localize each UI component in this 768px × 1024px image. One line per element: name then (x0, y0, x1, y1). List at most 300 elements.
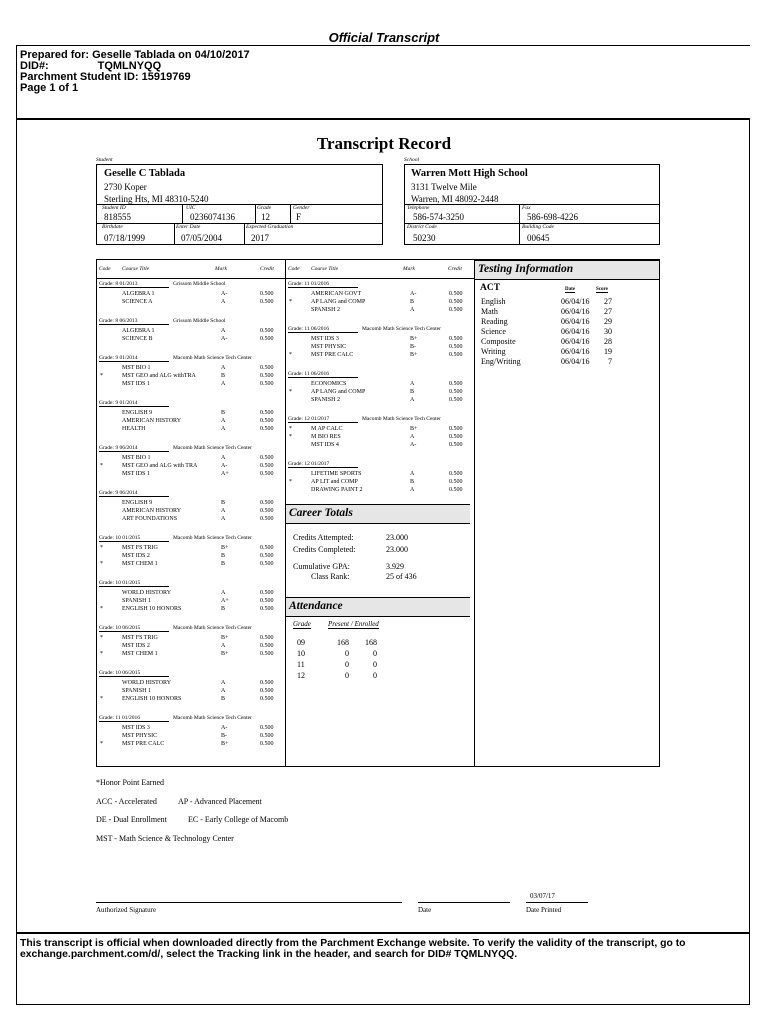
course-mark: B (221, 410, 226, 416)
grade-label: Grade (257, 205, 272, 211)
course-credit: 0.500 (449, 389, 463, 395)
grade-value: 12 (261, 212, 270, 222)
honor-flag: * (100, 463, 103, 469)
act-date-header: Date (565, 287, 575, 292)
student-name: Geselle C Tablada (104, 168, 186, 179)
parchment-id-line: Parchment Student ID: 15919769 (20, 71, 191, 83)
course-row (97, 425, 285, 433)
frame-right-rule (749, 118, 750, 1005)
term-school: Macomb Math Science Tech Center (173, 715, 252, 721)
honor-flag: * (100, 545, 103, 551)
course-mark: A (410, 397, 415, 403)
credits-attempted-value: 23.000 (386, 533, 408, 542)
course-mark: A- (410, 291, 417, 297)
course-mark: B (410, 299, 415, 305)
course-mark: A (221, 455, 226, 461)
left-course-column (97, 260, 285, 766)
course-row (97, 364, 285, 372)
school-label: School (404, 157, 419, 163)
birthdate-value: 07/18/1999 (104, 233, 146, 243)
course-credit: 0.500 (260, 463, 274, 469)
course-title: MST BIO 1 (122, 365, 151, 371)
honor-flag: * (289, 299, 292, 305)
term-label: Grade: 9 06/2014 (99, 445, 169, 452)
ap-legend: AP - Advanced Placement (178, 797, 262, 806)
course-credit: 0.500 (260, 455, 274, 461)
course-credit: 0.500 (449, 479, 463, 485)
de-legend: DE - Dual Enrollment (96, 815, 167, 824)
header-rule (16, 45, 750, 46)
course-title: M AP CALC (311, 426, 343, 432)
student-divider-2 (255, 204, 256, 223)
course-mark: A+ (221, 598, 229, 604)
course-mark: A (221, 643, 226, 649)
course-row (286, 306, 474, 314)
term-school: Macomb Math Science Tech Center (173, 445, 252, 451)
course-row (286, 351, 474, 359)
district-code-value: 50230 (413, 233, 436, 243)
uic-label: UIC (186, 205, 196, 211)
course-credit: 0.500 (449, 397, 463, 403)
course-credit: 0.500 (260, 553, 274, 559)
course-row (286, 470, 474, 478)
course-mark: A (221, 590, 226, 596)
course-title: MST FS TRIG (122, 545, 158, 551)
attendance-present: 0 (345, 671, 349, 680)
acc-legend: ACC - Accelerated (96, 797, 157, 806)
course-mark: A- (221, 291, 228, 297)
course-credit: 0.500 (260, 373, 274, 379)
course-row (286, 486, 474, 494)
school-box (404, 164, 660, 245)
course-row (97, 327, 285, 335)
student-rule-2 (97, 223, 382, 224)
term-header (99, 355, 252, 362)
attendance-present: 0 (345, 660, 349, 669)
course-mark: B+ (410, 426, 418, 432)
course-row (97, 290, 285, 298)
course-title: ALGEBRA 1 (122, 291, 155, 297)
course-mark: B- (410, 344, 416, 350)
prepared-for-line: Prepared for: Geselle Tablada on 04/10/2017 (20, 49, 250, 61)
act-score: 29 (604, 317, 612, 326)
school-address-1: 3131 Twelve Mile (411, 182, 477, 192)
honor-flag: * (100, 606, 103, 612)
term-header (99, 318, 226, 325)
course-title: ALGEBRA 1 (122, 328, 155, 334)
telephone-label: Telephone (407, 205, 430, 211)
term-header (99, 445, 252, 452)
act-score: 7 (608, 357, 612, 366)
term-header (288, 281, 358, 288)
building-code-label: Building Code (522, 224, 554, 230)
course-mark: A- (410, 442, 417, 448)
term-header (99, 400, 169, 407)
credits-completed-value: 23.000 (386, 545, 408, 554)
student-divider-3 (290, 204, 291, 223)
course-credit: 0.500 (449, 299, 463, 305)
attendance-grade: 11 (297, 660, 305, 669)
course-credit: 0.500 (449, 487, 463, 493)
course-row (97, 634, 285, 642)
attendance-enrolled: 0 (373, 660, 377, 669)
course-credit: 0.500 (260, 590, 274, 596)
course-mark: A (221, 688, 226, 694)
fax-label: Fax (522, 205, 531, 211)
term-header (99, 715, 252, 722)
expected-graduation-value: 2017 (251, 233, 269, 243)
attendance-enrolled: 0 (373, 649, 377, 658)
act-date: 06/04/16 (561, 297, 590, 306)
course-credit: 0.500 (260, 643, 274, 649)
course-title: ENGLISH 9 (122, 500, 153, 506)
course-title: SCIENCE B (122, 336, 153, 342)
attendance-enrolled: 168 (365, 638, 377, 647)
act-score: 28 (604, 337, 612, 346)
right-title-header: Course Title (311, 266, 339, 272)
course-mark: B- (221, 733, 227, 739)
fax-value: 586-698-4226 (527, 212, 578, 222)
course-mark: A (410, 487, 415, 493)
term-label: Grade: 11 06/2016 (288, 371, 358, 378)
course-row (97, 605, 285, 613)
course-row (286, 343, 474, 351)
course-title: SPANISH 1 (122, 598, 151, 604)
course-row (97, 544, 285, 552)
course-mark: B+ (410, 336, 418, 342)
honor-flag: * (100, 741, 103, 747)
honor-flag: * (100, 651, 103, 657)
course-credit: 0.500 (449, 471, 463, 477)
course-credit: 0.500 (260, 688, 274, 694)
act-date: 06/04/16 (561, 357, 590, 366)
act-date: 06/04/16 (561, 307, 590, 316)
course-credit: 0.500 (449, 442, 463, 448)
date-label: Date (418, 906, 432, 914)
course-row (286, 298, 474, 306)
course-mark: A (221, 508, 226, 514)
course-credit: 0.500 (260, 418, 274, 424)
course-row (97, 298, 285, 306)
course-row (97, 515, 285, 523)
student-divider-5 (244, 223, 245, 244)
enter-date-value: 07/05/2004 (181, 233, 223, 243)
course-row (286, 425, 474, 433)
cumulative-gpa-value: 3.929 (386, 562, 404, 571)
course-row (97, 589, 285, 597)
course-row (97, 687, 285, 695)
enter-date-label: Enter Date (176, 224, 201, 230)
verification-footer: This transcript is official when downloaded directly from the Parchment Exchange website. To verify the validity of the transcript, go to exchange.parchment.com/d/, select the Tracking link in the header, and search for DID# TQMLNYQQ. (20, 938, 686, 960)
course-mark: B+ (221, 651, 229, 657)
course-row (97, 695, 285, 703)
term-header (288, 371, 358, 378)
course-title: ENGLISH 10 HONORS (122, 606, 182, 612)
term-header (99, 580, 169, 587)
school-address-2: Warren, MI 48092-2448 (411, 194, 499, 204)
course-title: MST PRE CALC (122, 741, 165, 747)
course-credit: 0.500 (449, 426, 463, 432)
course-row (97, 470, 285, 478)
credits-completed-label: Credits Completed: (293, 545, 356, 554)
cumulative-gpa-label: Cumulative GPA: (293, 562, 350, 571)
term-label: Grade: 8 01/2013 (99, 281, 169, 288)
student-box (96, 164, 383, 245)
term-school: Grissom Middle School (173, 281, 226, 287)
term-label: Grade: 10 01/2015 (99, 580, 169, 587)
gender-value: F (296, 212, 302, 222)
course-credit: 0.500 (260, 365, 274, 371)
act-subject: English (481, 297, 506, 306)
act-subject: Math (481, 307, 498, 316)
course-row (97, 409, 285, 417)
course-credit: 0.500 (260, 500, 274, 506)
term-label: Grade: 11 01/2016 (99, 715, 169, 722)
right-credit-header: Credit (448, 266, 462, 272)
course-title: LIFETIME SPORTS (311, 471, 362, 477)
course-title: MST IDS 2 (122, 553, 150, 559)
course-mark: A (410, 381, 415, 387)
course-title: MST IDS 1 (122, 381, 150, 387)
course-credit: 0.500 (449, 352, 463, 358)
career-header-bar (286, 504, 470, 524)
course-title: WORLD HISTORY (122, 590, 172, 596)
course-row (286, 396, 474, 404)
course-credit: 0.500 (260, 651, 274, 657)
term-header (99, 281, 226, 288)
course-row (97, 372, 285, 380)
course-mark: A (221, 381, 226, 387)
course-credit: 0.500 (260, 696, 274, 702)
course-title: ENGLISH 9 (122, 410, 153, 416)
attendance-enrolled: 0 (373, 671, 377, 680)
course-title: WORLD HISTORY (122, 680, 172, 686)
course-title: AMERICAN HISTORY (122, 418, 182, 424)
course-mark: B (221, 696, 226, 702)
attendance-title: Attendance (289, 600, 343, 612)
course-row (97, 732, 285, 740)
course-mark: B+ (221, 741, 229, 747)
course-mark: B (410, 389, 415, 395)
term-label: Grade: 9 06/2014 (99, 490, 169, 497)
course-row (97, 417, 285, 425)
term-label: Grade: 10 06/2015 (99, 670, 169, 677)
honor-flag: * (100, 635, 103, 641)
honor-flag: * (289, 479, 292, 485)
course-row (97, 679, 285, 687)
course-title: ENGLISH 10 HONORS (122, 696, 182, 702)
expected-graduation-label: Expected Graduation (246, 224, 294, 230)
course-mark: A- (221, 336, 228, 342)
course-credit: 0.500 (260, 606, 274, 612)
course-title: MST CHEM 1 (122, 651, 158, 657)
course-mark: A (221, 516, 226, 522)
frame-top-rule (16, 118, 750, 120)
birthdate-label: Birthdate (102, 224, 123, 230)
course-title: DRAWING PAINT 2 (311, 487, 363, 493)
term-label: Grade: 9 01/2014 (99, 355, 169, 362)
course-title: SPANISH 2 (311, 397, 340, 403)
course-title: SPANISH 1 (122, 688, 151, 694)
date-line (418, 902, 510, 903)
date-printed-line (526, 902, 588, 903)
term-header (288, 461, 358, 468)
course-title: MST IDS 4 (311, 442, 339, 448)
class-rank-label: Class Rank: (311, 572, 350, 581)
course-mark: A (221, 418, 226, 424)
term-school: Macomb Math Science Tech Center (362, 416, 441, 422)
student-id-label: Student ID (102, 205, 126, 211)
term-label: Grade: 10 01/2015 (99, 535, 169, 542)
term-header (99, 625, 252, 632)
course-row (97, 597, 285, 605)
mst-legend: MST - Math Science & Technology Center (96, 834, 234, 843)
frame-left-rule (16, 45, 17, 1005)
left-credit-header: Credit (260, 266, 274, 272)
left-title-header: Course Title (122, 266, 150, 272)
act-score-header: Score (596, 287, 608, 292)
course-row (286, 290, 474, 298)
course-title: SPANISH 2 (311, 307, 340, 313)
right-code-header: Code (288, 266, 300, 272)
career-title: Career Totals (289, 507, 353, 519)
term-school: Macomb Math Science Tech Center (173, 625, 252, 631)
course-title: MST PRE CALC (311, 352, 354, 358)
act-subject: Writing (481, 347, 506, 356)
act-date: 06/04/16 (561, 347, 590, 356)
course-mark: A (221, 328, 226, 334)
student-rule-1 (97, 204, 382, 205)
course-credit: 0.500 (260, 508, 274, 514)
uic-value: 0236074136 (190, 212, 235, 222)
ec-legend: EC - Early College of Macomb (188, 815, 289, 824)
term-label: Grade: 11 01/2016 (288, 281, 358, 288)
honor-flag: * (289, 434, 292, 440)
course-title: MST CHEM 1 (122, 561, 158, 567)
course-row (97, 740, 285, 748)
course-title: MST GEO and ALG withTRA (122, 373, 196, 379)
honor-flag: * (289, 389, 292, 395)
course-credit: 0.500 (449, 381, 463, 387)
testing-header-bar (475, 260, 659, 280)
course-mark: B (221, 553, 226, 559)
transcript-record-title: Transcript Record (316, 134, 452, 153)
course-credit: 0.500 (260, 410, 274, 416)
course-row (286, 441, 474, 449)
course-title: MST FS TRIG (122, 635, 158, 641)
school-divider-2 (519, 223, 520, 244)
course-mark: B (221, 561, 226, 567)
school-name: Warren Mott High School (411, 168, 528, 179)
course-mark: A+ (221, 471, 229, 477)
course-mark: A (221, 426, 226, 432)
act-subject: Composite (481, 337, 516, 346)
credits-attempted-label: Credits Attempted: (293, 533, 354, 542)
info-column-divider (474, 260, 475, 766)
course-mark: B (221, 373, 226, 379)
course-credit: 0.500 (260, 291, 274, 297)
course-credit: 0.500 (449, 291, 463, 297)
course-title: ART FOUNDATIONS (122, 516, 178, 522)
act-subject: Science (481, 327, 506, 336)
page-number: Page 1 of 1 (20, 82, 79, 94)
honor-legend: *Honor Point Earned (96, 778, 164, 787)
attendance-header-bar (286, 597, 470, 617)
course-credit: 0.500 (449, 344, 463, 350)
student-id-value: 818555 (104, 212, 131, 222)
course-row (286, 380, 474, 388)
course-row (97, 642, 285, 650)
printed-date-value: 03/07/17 (530, 892, 555, 900)
term-header (288, 326, 441, 333)
building-code-value: 00645 (527, 233, 550, 243)
term-school: Macomb Math Science Tech Center (173, 535, 252, 541)
course-table (96, 259, 660, 767)
honor-flag: * (289, 352, 292, 358)
act-date: 06/04/16 (561, 327, 590, 336)
course-row (97, 507, 285, 515)
course-row (97, 454, 285, 462)
course-mark: B (410, 479, 415, 485)
term-label: Grade: 9 01/2014 (99, 400, 169, 407)
course-row (97, 499, 285, 507)
term-label: Grade: 10 06/2015 (99, 625, 169, 632)
act-score: 30 (604, 327, 612, 336)
telephone-value: 586-574-3250 (413, 212, 464, 222)
course-title: MST IDS 3 (311, 336, 339, 342)
course-row (97, 724, 285, 732)
course-credit: 0.500 (260, 635, 274, 641)
term-school: Grissom Middle School (173, 318, 226, 324)
course-mark: B (221, 500, 226, 506)
course-title: AP LANG and COMP (311, 299, 366, 305)
footer-top-rule (16, 932, 750, 934)
right-mark-header: Mark (403, 266, 415, 272)
act-subject: Eng/Writing (481, 357, 521, 366)
honor-flag: * (100, 561, 103, 567)
act-date: 06/04/16 (561, 337, 590, 346)
course-mark: B (221, 606, 226, 612)
document-header-title: Official Transcript (328, 30, 440, 45)
course-credit: 0.500 (260, 336, 274, 342)
course-title: ECONOMICS (311, 381, 347, 387)
term-header (99, 490, 169, 497)
attendance-grade-header: Grade (293, 620, 311, 628)
term-label: Grade: 12 01/2017 (288, 416, 358, 423)
testing-title: Testing Information (478, 263, 574, 275)
term-header (288, 416, 441, 423)
course-credit: 0.500 (260, 741, 274, 747)
course-row (286, 478, 474, 486)
course-title: AP LIT and COMP (311, 479, 358, 485)
signature-line (96, 902, 402, 903)
course-credit: 0.500 (449, 307, 463, 313)
course-mark: A (221, 299, 226, 305)
school-divider-1 (519, 204, 520, 223)
course-credit: 0.500 (260, 426, 274, 432)
course-title: SCIENCE A (122, 299, 153, 305)
did-line: DID#: TQMLNYQQ (20, 60, 162, 72)
student-address-1: 2730 Koper (104, 182, 147, 192)
course-credit: 0.500 (260, 516, 274, 522)
act-score: 27 (604, 307, 612, 316)
school-rule-1 (405, 204, 659, 205)
course-credit: 0.500 (449, 336, 463, 342)
student-label: Student (96, 157, 113, 163)
course-title: AMERICAN GOVT (311, 291, 362, 297)
course-mark: B+ (221, 635, 229, 641)
student-divider-4 (174, 223, 175, 244)
